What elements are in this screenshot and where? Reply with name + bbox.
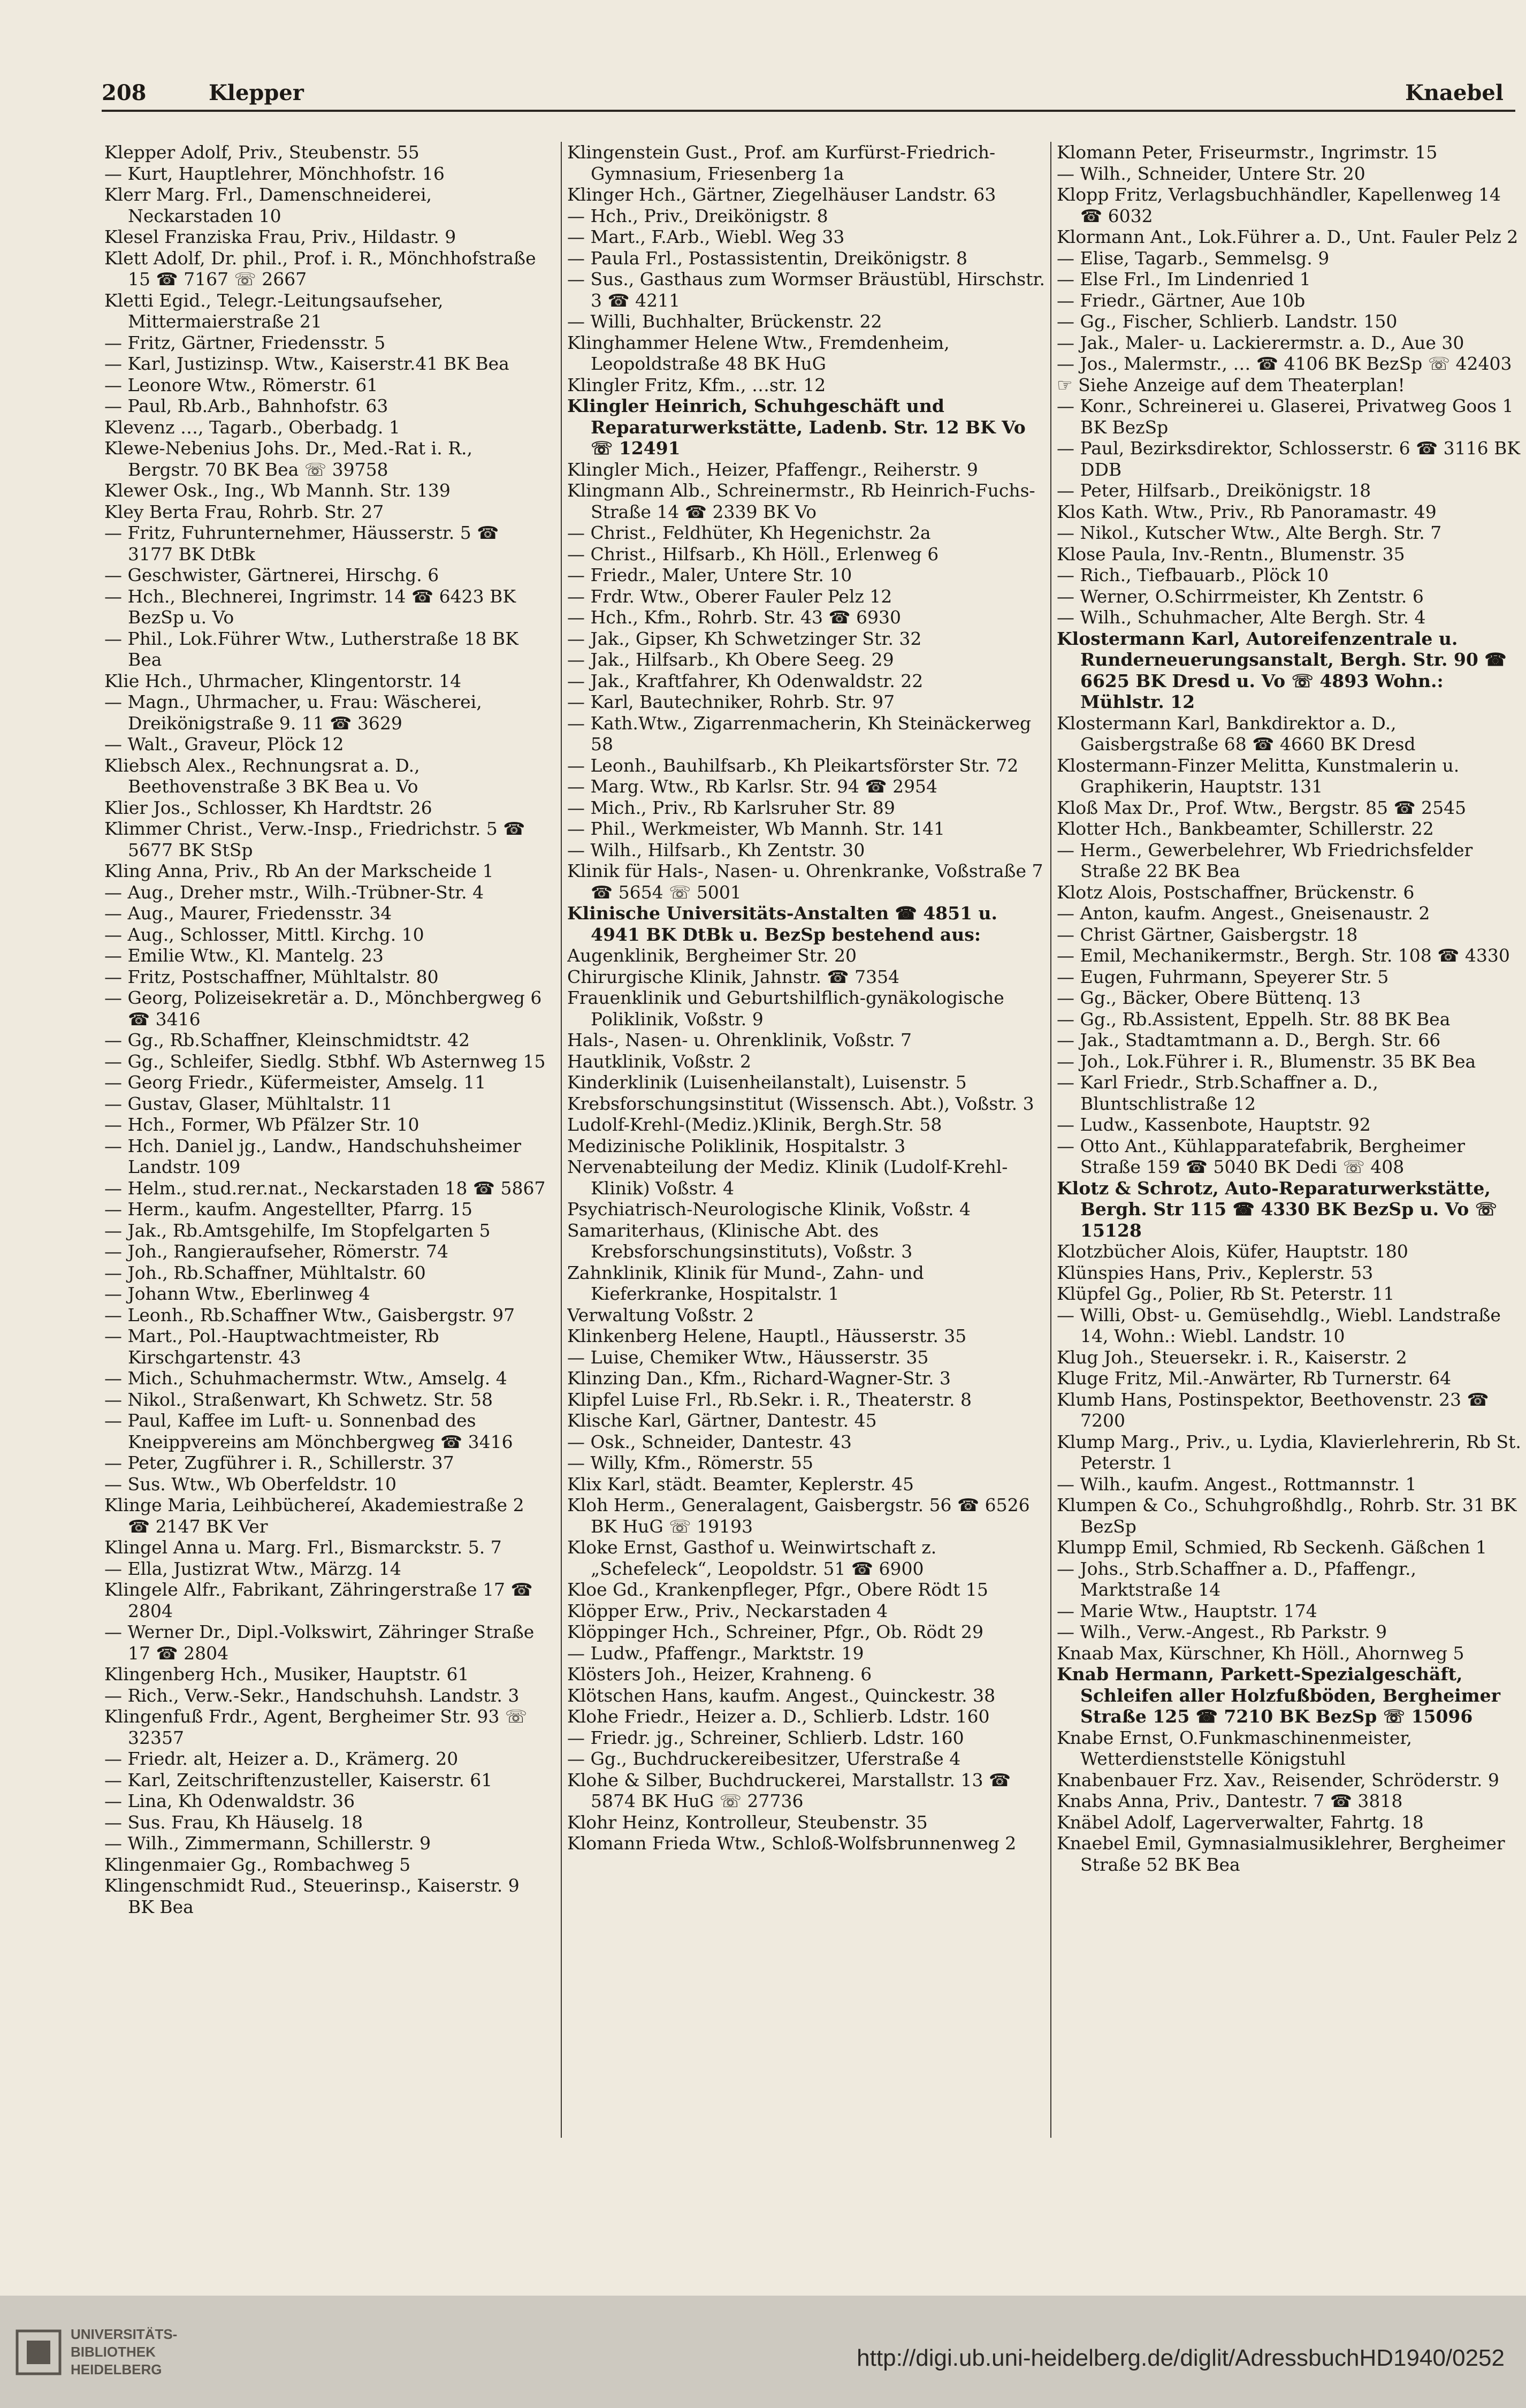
directory-entry: Klier Jos., Schlosser, Kh Hardtstr. 26 [104, 797, 432, 818]
directory-entry: — Wilh., Schuhmacher, Alte Bergh. Str. 4 [1057, 607, 1426, 628]
directory-entry: — Hch., Priv., Dreikönigstr. 8 [567, 205, 828, 226]
column-3 [1057, 142, 1522, 2138]
directory-entry: Klomann Frieda Wtw., Schloß-Wolfsbrunnenweg 2 [567, 1833, 1017, 1854]
directory-entry: Klinkenberg Helene, Hauptl., Häusserstr. 35 [567, 1325, 967, 1346]
column-divider [561, 142, 562, 2138]
directory-entry: Klormann Ant., Lok.Führer a. D., Unt. Fauler Pelz 2 [1057, 226, 1519, 247]
directory-entry: Klump Marg., Priv., u. Lydia, Klavierlehrerin, Rb St. Peterstr. 1 [1057, 1431, 1521, 1473]
directory-entry: — Jak., Rb.Amtsgehilfe, Im Stopfelgarten 5 [104, 1220, 491, 1241]
directory-entry: — Karl, Justizinsp. Wtw., Kaiserstr.41 BK Bea [104, 353, 509, 374]
directory-entry: — Willy, Kfm., Römerstr. 55 [567, 1452, 813, 1473]
directory-entry: Klinik für Hals-, Nasen- u. Ohrenkranke, Voßstraße 7 ☎ 5654 ☏ 5001 [567, 860, 1043, 903]
directory-entry: Klötschen Hans, kaufm. Angest., Quinckestr. 38 [567, 1685, 996, 1706]
directory-entry: — Gg., Rb.Schaffner, Kleinschmidtstr. 42 [104, 1030, 470, 1050]
directory-entry: Klepper Adolf, Priv., Steubenstr. 55 [104, 142, 419, 163]
directory-entry: Klose Paula, Inv.-Rentn., Blumenstr. 35 [1057, 543, 1405, 565]
directory-entry: — Kath.Wtw., Zigarrenmacherin, Kh Steinäckerweg 58 [567, 712, 1032, 755]
directory-entry: — Paul, Bezirksdirektor, Schlosserstr. 6 ☎ 3116 BK DDB [1057, 438, 1521, 480]
directory-entry: — Leonh., Bauhilfsarb., Kh Pleikartsförster Str. 72 [567, 755, 1019, 776]
university-library-logo [15, 2329, 62, 2376]
column-divider [1050, 142, 1051, 2138]
directory-entry: Klos Kath. Wtw., Priv., Rb Panoramastr. 49 [1057, 501, 1437, 522]
directory-entry: — Herm., kaufm. Angestellter, Pfarrg. 15 [104, 1199, 472, 1220]
directory-entry: Verwaltung Voßstr. 2 [567, 1304, 754, 1325]
directory-entry: — Ella, Justizrat Wtw., Märzg. 14 [104, 1558, 401, 1579]
directory-entry: — Herm., Gewerbelehrer, Wb Friedrichsfelder Straße 22 BK Bea [1057, 839, 1473, 881]
directory-entry: — Elise, Tagarb., Semmelsg. 9 [1057, 247, 1330, 269]
directory-entry: — Fritz, Postschaffner, Mühltalstr. 80 [104, 966, 439, 987]
directory-entry: Klotz & Schrotz, Auto-Reparaturwerkstätte, Bergh. Str 115 ☎ 4330 BK BezSp u. Vo ☏ 15128 [1057, 1177, 1497, 1241]
directory-entry: — Ludw., Pfaffengr., Marktstr. 19 [567, 1642, 864, 1664]
directory-entry: Klingler Mich., Heizer, Pfaffengr., Reiherstr. 9 [567, 459, 978, 480]
directory-entry: Klüpfel Gg., Polier, Rb St. Peterstr. 11 [1057, 1283, 1395, 1304]
directory-entry: — Karl, Bautechniker, Rohrb. Str. 97 [567, 691, 895, 712]
directory-entry: Knabenbauer Frz. Xav., Reisender, Schröderstr. 9 [1057, 1769, 1499, 1790]
directory-entry: — Mich., Schuhmachermstr. Wtw., Amselg. 4 [104, 1368, 507, 1389]
directory-entry: Samariterhaus, (Klinische Abt. des Krebsforschungsinstituts), Voßstr. 3 [567, 1220, 913, 1262]
directory-entry: Knabs Anna, Priv., Dantestr. 7 ☎ 3818 [1057, 1790, 1403, 1811]
directory-entry: — Gg., Schleifer, Siedlg. Stbhf. Wb Asternweg 15 [104, 1050, 546, 1072]
directory-entry: Kliebsch Alex., Rechnungsrat a. D., Beethovenstraße 3 BK Bea u. Vo [104, 755, 420, 797]
directory-entry: — Werner Dr., Dipl.-Volkswirt, Zähringer Straße 17 ☎ 2804 [104, 1621, 535, 1664]
directory-entry: — Ludw., Kassenbote, Hauptstr. 92 [1057, 1114, 1371, 1135]
directory-entry: Klimmer Christ., Verw.-Insp., Friedrichstr. 5 ☎ 5677 BK StSp [104, 818, 525, 860]
directory-entry: Knab Hermann, Parkett-Spezialgeschäft, Schleifen aller Holzfußböden, Bergheimer Straße 125 ☎ 7210 BK BezSp ☏ 15096 [1057, 1664, 1501, 1727]
directory-entry: — Luise, Chemiker Wtw., Häusserstr. 35 [567, 1346, 929, 1368]
directory-entry: — Kurt, Hauptlehrer, Mönchhofstr. 16 [104, 163, 445, 184]
directory-entry: — Helm., stud.rer.nat., Neckarstaden 18 ☎ 5867 [104, 1177, 546, 1199]
directory-entry: Kling Anna, Priv., Rb An der Markscheide 1 [104, 860, 494, 881]
directory-entry: Klostermann-Finzer Melitta, Kunstmalerin u. Graphikerin, Hauptstr. 131 [1057, 755, 1460, 797]
directory-entry: Knabe Ernst, O.Funkmaschinenmeister, Wetterdienststelle Königstuhl [1057, 1727, 1412, 1769]
directory-entry: — Aug., Schlosser, Mittl. Kirchg. 10 [104, 924, 424, 945]
directory-entry: — Magn., Uhrmacher, u. Frau: Wäscherei, Dreikönigstraße 9. 11 ☎ 3629 [104, 691, 482, 734]
directory-entry: ☞ Siehe Anzeige auf dem Theaterplan! [1057, 374, 1405, 395]
directory-entry: Hautklinik, Voßstr. 2 [567, 1050, 751, 1072]
directory-entry: Hals-, Nasen- u. Ohrenklinik, Voßstr. 7 [567, 1030, 912, 1050]
directory-entry: — Gg., Rb.Assistent, Eppelh. Str. 88 BK Bea [1057, 1008, 1451, 1030]
directory-entry: — Friedr. jg., Schreiner, Schlierb. Ldstr. 160 [567, 1727, 964, 1748]
directory-entry: Klipfel Luise Frl., Rb.Sekr. i. R., Theaterstr. 8 [567, 1389, 972, 1410]
directory-entry: Klostermann Karl, Autoreifenzentrale u. Runderneuerungsanstalt, Bergh. Str. 90 ☎ 6625 BK Dresd u. Vo ☏ 4893 Wohn.: Mühlstr. 12 [1057, 628, 1507, 712]
directory-entry: — Marg. Wtw., Rb Karlsr. Str. 94 ☎ 2954 [567, 776, 938, 797]
directory-entry: — Mich., Priv., Rb Karlsruher Str. 89 [567, 797, 895, 818]
directory-entry: — Christ., Hilfsarb., Kh Höll., Erlenweg 6 [567, 543, 939, 565]
directory-entry: Kloke Ernst, Gasthof u. Weinwirtschaft z. „Schefeleck“, Leopoldstr. 51 ☎ 6900 [567, 1537, 937, 1579]
directory-entry: — Sus. Wtw., Wb Oberfeldstr. 10 [104, 1473, 396, 1495]
directory-entry: Frauenklinik und Geburtshilflich-gynäkologische Poliklinik, Voßstr. 9 [567, 987, 1004, 1030]
directory-entry: — Jak., Stadtamtmann a. D., Bergh. Str. 66 [1057, 1030, 1441, 1050]
directory-entry: — Johs., Strb.Schaffner a. D., Pfaffengr., Marktstraße 14 [1057, 1558, 1416, 1600]
directory-entry: — Sus. Frau, Kh Häuselg. 18 [104, 1811, 363, 1833]
directory-entry: — Gustav, Glaser, Mühltalstr. 11 [104, 1093, 393, 1114]
directory-entry: — Paula Frl., Postassistentin, Dreikönigstr. 8 [567, 247, 968, 269]
column-1 [104, 142, 548, 2138]
directory-entry: — Marie Wtw., Hauptstr. 174 [1057, 1600, 1317, 1621]
directory-entry: — Willi, Buchhalter, Brückenstr. 22 [567, 311, 882, 332]
directory-entry: Kloh Herm., Generalagent, Gaisbergstr. 56 ☎ 6526 BK HuG ☏ 19193 [567, 1495, 1030, 1537]
directory-entry: — Hch., Kfm., Rohrb. Str. 43 ☎ 6930 [567, 607, 902, 628]
directory-entry: — Nikol., Kutscher Wtw., Alte Bergh. Str. 7 [1057, 522, 1442, 543]
directory-entry: Klünspies Hans, Priv., Keplerstr. 53 [1057, 1262, 1374, 1283]
directory-entry: — Rich., Tiefbauarb., Plöck 10 [1057, 565, 1329, 585]
directory-entry: Klotz Alois, Postschaffner, Brückenstr. 6 [1057, 881, 1415, 903]
directory-entry: Kletti Egid., Telegr.-Leitungsaufseher, Mittermaierstraße 21 [104, 289, 444, 332]
directory-entry: Klische Karl, Gärtner, Dantestr. 45 [567, 1410, 877, 1431]
directory-entry: Klingler Fritz, Kfm., …str. 12 [567, 374, 826, 395]
directory-entry: — Fritz, Fuhrunternehmer, Häusserstr. 5 ☎ 3177 BK DtBk [104, 522, 499, 565]
directory-entry: — Mart., Pol.-Hauptwachtmeister, Rb Kirschgartenstr. 43 [104, 1325, 439, 1368]
directory-entry: — Karl, Zeitschriftenzusteller, Kaiserstr. 61 [104, 1769, 493, 1790]
directory-entry: Knäbel Adolf, Lagerverwalter, Fahrtg. 18 [1057, 1811, 1424, 1833]
directory-entry: Klewe-Nebenius Johs. Dr., Med.-Rat i. R., Bergstr. 70 BK Bea ☏ 39758 [104, 438, 473, 480]
directory-entry: Kinderklinik (Luisenheilanstalt), Luisenstr. 5 [567, 1072, 967, 1093]
directory-entry: Klingele Alfr., Fabrikant, Zähringerstraße 17 ☎ 2804 [104, 1579, 533, 1621]
directory-entry: — Jak., Kraftfahrer, Kh Odenwaldstr. 22 [567, 670, 924, 691]
directory-entry: Klöppinger Hch., Schreiner, Pfgr., Ob. Rödt 29 [567, 1621, 984, 1642]
directory-entry: Klesel Franziska Frau, Priv., Hildastr. 9 [104, 226, 456, 247]
directory-entry: — Konr., Schreinerei u. Glaserei, Privatweg Goos 1 BK BezSp [1057, 395, 1514, 438]
directory-entry: — Sus., Gasthaus zum Wormser Bräustübl, Hirschstr. 3 ☎ 4211 [567, 269, 1046, 311]
directory-entry: — Jak., Gipser, Kh Schwetzinger Str. 32 [567, 628, 922, 649]
directory-entry: Klohr Heinz, Kontrolleur, Steubenstr. 35 [567, 1811, 928, 1833]
directory-entry: Klevenz …, Tagarb., Oberbadg. 1 [104, 416, 400, 438]
directory-entry: Klug Joh., Steuersekr. i. R., Kaiserstr. 2 [1057, 1346, 1407, 1368]
directory-entry: Kloß Max Dr., Prof. Wtw., Bergstr. 85 ☎ 2545 [1057, 797, 1467, 818]
directory-entry: — Walt., Graveur, Plöck 12 [104, 734, 344, 755]
running-head-right: Knaebel [1405, 80, 1504, 105]
directory-entry: — Gg., Fischer, Schlierb. Landstr. 150 [1057, 311, 1398, 332]
directory-entry: — Phil., Lok.Führer Wtw., Lutherstraße 18 BK Bea [104, 628, 518, 670]
directory-entry: Klöpper Erw., Priv., Neckarstaden 4 [567, 1600, 888, 1621]
directory-entry: — Christ Gärtner, Gaisbergstr. 18 [1057, 924, 1358, 945]
directory-entry: — Gg., Buchdruckereibesitzer, Uferstraße 4 [567, 1748, 961, 1769]
directory-entry: Klopp Fritz, Verlagsbuchhändler, Kapellenweg 14 ☎ 6032 [1057, 184, 1501, 226]
directory-entry: Klotzbücher Alois, Küfer, Hauptstr. 180 [1057, 1241, 1408, 1262]
directory-entry: — Werner, O.Schirrmeister, Kh Zentstr. 6 [1057, 585, 1424, 607]
directory-entry: — Georg Friedr., Küfermeister, Amselg. 11 [104, 1072, 486, 1093]
directory-entry: — Georg, Polizeisekretär a. D., Mönchbergweg 6 ☎ 3416 [104, 987, 542, 1030]
directory-entry: Zahnklinik, Klinik für Mund-, Zahn- und Kieferkranke, Hospitalstr. 1 [567, 1262, 924, 1304]
directory-entry: — Karl Friedr., Strb.Schaffner a. D., Bluntschlistraße 12 [1057, 1072, 1378, 1114]
directory-entry: — Else Frl., Im Lindenried 1 [1057, 269, 1311, 289]
directory-entry: — Willi, Obst- u. Gemüsehdlg., Wiebl. Landstraße 14, Wohn.: Wiebl. Landstr. 10 [1057, 1304, 1501, 1346]
directory-entry: Klingenfuß Frdr., Agent, Bergheimer Str. 93 ☏ 32357 [104, 1706, 528, 1748]
directory-entry: Klostermann Karl, Bankdirektor a. D., Gaisbergstraße 68 ☎ 4660 BK Dresd [1057, 712, 1416, 755]
running-head-left: Klepper [209, 80, 304, 105]
directory-entry: Klinzing Dan., Kfm., Richard-Wagner-Str. 3 [567, 1368, 951, 1389]
directory-entry: — Aug., Maurer, Friedensstr. 34 [104, 903, 392, 924]
directory-entry: Klotter Hch., Bankbeamter, Schillerstr. 22 [1057, 818, 1434, 839]
directory-entry: Klomann Peter, Friseurmstr., Ingrimstr. 15 [1057, 142, 1438, 163]
directory-entry: Klumb Hans, Postinspektor, Beethovenstr. 23 ☎ 7200 [1057, 1389, 1489, 1431]
directory-entry: — Rich., Verw.-Sekr., Handschuhsh. Landstr. 3 [104, 1685, 520, 1706]
directory-entry: — Johann Wtw., Eberlinweg 4 [104, 1283, 370, 1304]
directory-entry: — Fritz, Gärtner, Friedensstr. 5 [104, 332, 386, 353]
directory-entry: Klingenstein Gust., Prof. am Kurfürst-Friedrich-Gymnasium, Friesenberg 1a [567, 142, 996, 184]
directory-entry: Klinger Hch., Gärtner, Ziegelhäuser Landstr. 63 [567, 184, 996, 205]
directory-entry: — Nikol., Straßenwart, Kh Schwetz. Str. 58 [104, 1389, 493, 1410]
directory-entry: Kley Berta Frau, Rohrb. Str. 27 [104, 501, 384, 522]
directory-entry: — Leonore Wtw., Römerstr. 61 [104, 374, 378, 395]
directory-entry: Klett Adolf, Dr. phil., Prof. i. R., Mönchhofstraße 15 ☎ 7167 ☏ 2667 [104, 247, 536, 289]
directory-entry: Klewer Osk., Ing., Wb Mannh. Str. 139 [104, 480, 451, 501]
directory-entry: — Hch. Daniel jg., Landw., Handschuhsheimer Landstr. 109 [104, 1135, 521, 1177]
directory-entry: — Emilie Wtw., Kl. Mantelg. 23 [104, 945, 384, 966]
column-2 [567, 142, 1046, 2138]
directory-entry: Klingenberg Hch., Musiker, Hauptstr. 61 [104, 1664, 469, 1685]
directory-entry: Chirurgische Klinik, Jahnstr. ☎ 7354 [567, 966, 900, 987]
directory-entry: — Friedr., Gärtner, Aue 10b [1057, 289, 1306, 311]
directory-entry: Psychiatrisch-Neurologische Klinik, Voßstr. 4 [567, 1199, 971, 1220]
directory-entry: Knaab Max, Kürschner, Kh Höll., Ahornweg 5 [1057, 1642, 1464, 1664]
directory-entry: — Wilh., Verw.-Angest., Rb Parkstr. 9 [1057, 1621, 1387, 1642]
directory-entry: — Peter, Zugführer i. R., Schillerstr. 37 [104, 1452, 454, 1473]
directory-entry: — Emil, Mechanikermstr., Bergh. Str. 108 ☎ 4330 [1057, 945, 1510, 966]
directory-entry: Klösters Joh., Heizer, Krahneng. 6 [567, 1664, 872, 1685]
directory-entry: — Phil., Werkmeister, Wb Mannh. Str. 141 [567, 818, 945, 839]
directory-entry: — Mart., F.Arb., Wiebl. Weg 33 [567, 226, 845, 247]
directory-entry: — Eugen, Fuhrmann, Speyerer Str. 5 [1057, 966, 1389, 987]
directory-entry: Klie Hch., Uhrmacher, Klingentorstr. 14 [104, 670, 462, 691]
library-name: UNIVERSITÄTS- BIBLIOTHEK HEIDELBERG [71, 2326, 178, 2377]
directory-entry: Kloe Gd., Krankenpfleger, Pfgr., Obere Rödt 15 [567, 1579, 988, 1600]
source-url[interactable]: http://digi.ub.uni-heidelberg.de/diglit/AdressbuchHD1940/0252 [857, 2345, 1505, 2371]
directory-entry: Krebsforschungsinstitut (Wissensch. Abt.), Voßstr. 3 [567, 1093, 1034, 1114]
directory-entry: Klinghammer Helene Wtw., Fremdenheim, Leopoldstraße 48 BK HuG [567, 332, 950, 374]
directory-entry: Knaebel Emil, Gymnasialmusiklehrer, Bergheimer Straße 52 BK Bea [1057, 1833, 1505, 1875]
directory-entry: — Christ., Feldhüter, Kh Hegenichstr. 2a [567, 522, 931, 543]
directory-entry: — Otto Ant., Kühlapparatefabrik, Bergheimer Straße 159 ☎ 5040 BK Dedi ☏ 408 [1057, 1135, 1465, 1177]
directory-entry: Klumpen & Co., Schuhgroßhdlg., Rohrb. Str. 31 BK BezSp [1057, 1495, 1517, 1537]
directory-entry: — Frdr. Wtw., Oberer Fauler Pelz 12 [567, 585, 892, 607]
directory-entry: — Wilh., Hilfsarb., Kh Zentstr. 30 [567, 839, 865, 860]
directory-entry: Klingel Anna u. Marg. Frl., Bismarckstr. 5. 7 [104, 1537, 502, 1558]
directory-entry: Klerr Marg. Frl., Damenschneiderei, Neckarstaden 10 [104, 184, 432, 226]
directory-entry: — Peter, Hilfsarb., Dreikönigstr. 18 [1057, 480, 1371, 501]
directory-entry: Ludolf-Krehl-(Mediz.)Klinik, Bergh.Str. 58 [567, 1114, 942, 1135]
page-number: 208 [102, 80, 147, 105]
directory-entry: Klinge Maria, Leihbüchereí, Akademiestraße 2 ☎ 2147 BK Ver [104, 1495, 524, 1537]
directory-entry: Kluge Fritz, Mil.-Anwärter, Rb Turnerstr. 64 [1057, 1368, 1452, 1389]
directory-entry: — Joh., Lok.Führer i. R., Blumenstr. 35 BK Bea [1057, 1050, 1476, 1072]
directory-entry: — Joh., Rangieraufseher, Römerstr. 74 [104, 1241, 448, 1262]
directory-entry: — Wilh., Zimmermann, Schillerstr. 9 [104, 1833, 431, 1854]
directory-entry: Klingler Heinrich, Schuhgeschäft und Reparaturwerkstätte, Ladenb. Str. 12 BK Vo ☏ 12491 [567, 395, 1026, 459]
directory-entry: — Hch., Former, Wb Pfälzer Str. 10 [104, 1114, 419, 1135]
directory-entry: — Jos., Malermstr., … ☎ 4106 BK BezSp ☏ 42403 [1057, 353, 1512, 374]
directory-entry: — Paul, Kaffee im Luft- u. Sonnenbad des Kneippvereins am Mönchbergweg ☎ 3416 [104, 1410, 513, 1452]
directory-entry: — Anton, kaufm. Angest., Gneisenaustr. 2 [1057, 903, 1430, 924]
directory-entry: — Jak., Hilfsarb., Kh Obere Seeg. 29 [567, 649, 894, 670]
directory-entry: — Geschwister, Gärtnerei, Hirschg. 6 [104, 565, 439, 585]
directory-entry: — Gg., Bäcker, Obere Büttenq. 13 [1057, 987, 1361, 1008]
directory-entry: — Wilh., Schneider, Untere Str. 20 [1057, 163, 1365, 184]
directory-entry: Nervenabteilung der Mediz. Klinik (Ludolf-Krehl-Klinik) Voßstr. 4 [567, 1156, 1008, 1199]
directory-entry: Klinische Universitäts-Anstalten ☎ 4851 u. 4941 BK DtBk u. BezSp bestehend aus: [567, 903, 998, 945]
directory-entry: Augenklinik, Bergheimer Str. 20 [567, 945, 857, 966]
directory-entry: — Friedr. alt, Heizer a. D., Krämerg. 20 [104, 1748, 459, 1769]
directory-entry: Klix Karl, städt. Beamter, Keplerstr. 45 [567, 1473, 914, 1495]
directory-entry: — Jak., Maler- u. Lackierermstr. a. D., Aue 30 [1057, 332, 1464, 353]
directory-entry: Klingenschmidt Rud., Steuerinsp., Kaiserstr. 9 BK Bea [104, 1875, 520, 1917]
directory-entry: Klingmann Alb., Schreinermstr., Rb Heinrich-Fuchs-Straße 14 ☎ 2339 BK Vo [567, 480, 1035, 522]
directory-entry: Klingenmaier Gg., Rombachweg 5 [104, 1854, 411, 1875]
directory-entry: Klohe & Silber, Buchdruckerei, Marstallstr. 13 ☎ 5874 BK HuG ☏ 27736 [567, 1769, 1011, 1811]
directory-entry: — Paul, Rb.Arb., Bahnhofstr. 63 [104, 395, 388, 416]
directory-entry: — Leonh., Rb.Schaffner Wtw., Gaisbergstr. 97 [104, 1304, 515, 1325]
directory-entry: — Wilh., kaufm. Angest., Rottmannstr. 1 [1057, 1473, 1417, 1495]
directory-entry: — Lina, Kh Odenwaldstr. 36 [104, 1790, 355, 1811]
viewer-footer [0, 2296, 1526, 2408]
directory-entry: Klohe Friedr., Heizer a. D., Schlierb. Ldstr. 160 [567, 1706, 990, 1727]
directory-entry: — Aug., Dreher mstr., Wilh.-Trübner-Str. 4 [104, 881, 484, 903]
header-rule [102, 110, 1515, 112]
directory-entry: — Hch., Blechnerei, Ingrimstr. 14 ☎ 6423 BK BezSp u. Vo [104, 585, 516, 628]
directory-entry: Klumpp Emil, Schmied, Rb Seckenh. Gäßchen 1 [1057, 1537, 1487, 1558]
directory-entry: — Friedr., Maler, Untere Str. 10 [567, 565, 852, 585]
directory-entry: — Joh., Rb.Schaffner, Mühltalstr. 60 [104, 1262, 426, 1283]
directory-entry: — Osk., Schneider, Dantestr. 43 [567, 1431, 852, 1452]
directory-entry: Medizinische Poliklinik, Hospitalstr. 3 [567, 1135, 906, 1156]
